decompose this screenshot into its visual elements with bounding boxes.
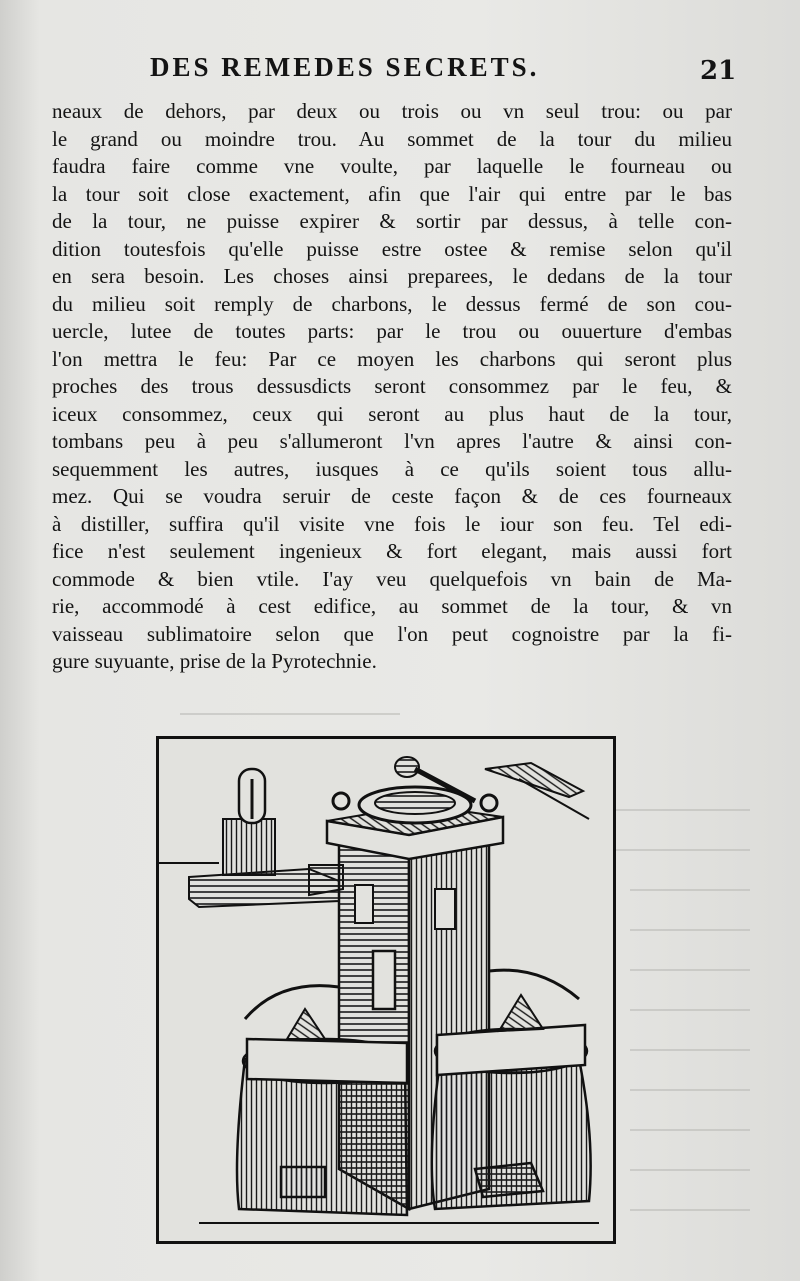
text-line: tombans peu à peu s'allumeront l'vn apres l'autre & ainsi con- (52, 429, 732, 453)
text-line: rie, accommodé à cest edifice, au sommet de la tour, & vn (52, 594, 732, 618)
page-header (0, 52, 800, 92)
text-line: proches des trous dessusdicts seront consommez par le feu, & (52, 374, 732, 398)
text-line: à distiller, suffira qu'il visite vne fois le iour son feu. Tel edi- (52, 511, 732, 536)
text-line: en sera besoin. Les choses ainsi preparees, le dedans de la tour (52, 264, 732, 288)
text-line: vaisseau sublimatoire selon que l'on peut cognoistre par la fi- (52, 621, 732, 646)
text-line: faudra faire comme vne voulte, par laquelle le fourneau ou (52, 154, 732, 178)
page-number: 21 (700, 56, 737, 86)
text-line: commode & bien vtile. I'ay veu quelquefois vn bain de Ma- (52, 566, 732, 591)
text-line: iceux consommez, ceux qui seront au plus haut de la tour, (52, 401, 732, 426)
text-line: mez. Qui se voudra seruir de ceste façon & de ces fourneaux (52, 484, 732, 508)
text-line: du milieu soit remply de charbons, le dessus fermé de son cou- (52, 291, 732, 316)
furnace-tower-drawing (159, 739, 613, 1241)
text-line: la tour soit close exactement, afin que l'air qui entre par le bas (52, 181, 732, 206)
text-line: dition toutesfois qu'elle puisse estre ostee & remise selon qu'il (52, 236, 732, 261)
text-line: le grand ou moindre trou. Au sommet de la tour du milieu (52, 126, 732, 151)
text-line: gure suyuante, prise de la Pyrotechnie. (52, 649, 377, 673)
text-line: sequemment les autres, iusques à ce qu'ils soient tous allu- (52, 456, 732, 481)
text-line: l'on mettra le feu: Par ce moyen les charbons qui seront plus (52, 346, 732, 371)
running-title: DES REMEDES SECRETS. (150, 52, 540, 82)
sublimatory-vessel (485, 763, 589, 819)
text-line: de la tour, ne puisse expirer & sortir par dessus, à telle con- (52, 209, 732, 233)
text-line: neaux de dehors, par deux ou trois ou vn seul trou: ou par (52, 99, 732, 123)
text-line: uercle, lutee de toutes parts: par le trou ou ouuerture d'embas (52, 319, 732, 343)
woodcut-illustration (156, 736, 616, 1244)
body-text (52, 98, 732, 676)
text-line: fice n'est seulement ingenieux & fort elegant, mais aussi fort (52, 539, 732, 563)
